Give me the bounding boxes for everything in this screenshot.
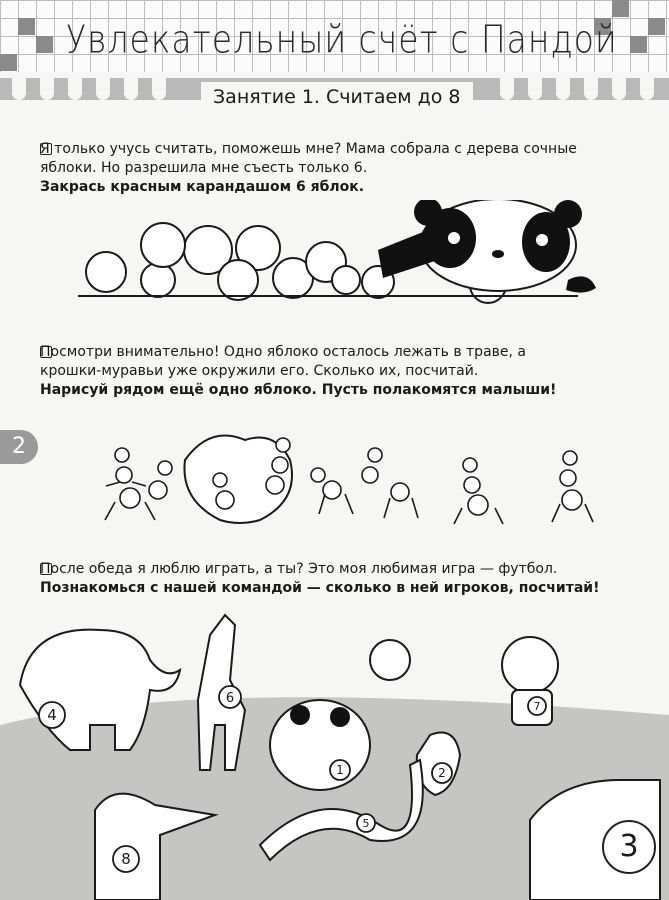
page-number-right: 3 [602,820,656,874]
lesson-heading: Занятие 1. Считаем до 8 [201,82,473,112]
jersey-number-1: 1 [336,763,344,777]
task-1-checkbox[interactable] [40,143,52,155]
task-3 [40,560,640,598]
football-team-illustration [0,605,669,900]
task-1-line-2: яблоки. Но разрешила мне съесть только 6. [40,160,368,176]
page-number-left: 2 [0,430,38,464]
ants-illustration [100,420,600,530]
task-2-line-1: Посмотри внимательно! Одно яблоко осталось лежать в траве, а [40,344,526,360]
jersey-number-2: 2 [438,766,446,780]
task-1 [40,140,640,197]
task-2-checkbox[interactable] [40,346,52,358]
task-2 [40,343,640,400]
task-3-checkbox[interactable] [40,563,52,575]
apples-and-panda-illustration [78,200,598,315]
task-3-instruction: Познакомься с нашей командой — сколько в ней игроков, посчитай! [40,580,600,596]
task-1-line-1: Я только учусь считать, поможешь мне? Мама собрала с дерева сочные [40,141,577,157]
jersey-number-8: 8 [121,850,131,868]
task-1-instruction: Закрась красным карандашом 6 яблок. [40,179,365,195]
task-2-instruction: Нарисуй рядом ещё одно яблоко. Пусть полакомятся малыши! [40,382,557,398]
task-3-line-1: После обеда я люблю играть, а ты? Это моя любимая игра — футбол. [40,561,558,577]
jersey-number-6: 6 [225,691,235,706]
jersey-number-7: 7 [533,700,541,713]
jersey-number-4: 4 [47,706,57,724]
task-2-line-2: крошки-муравьи уже окружили его. Сколько их, посчитай. [40,363,479,379]
page-title: Увлекательный счёт с Пандой [66,17,618,62]
jersey-number-5: 5 [362,817,370,830]
